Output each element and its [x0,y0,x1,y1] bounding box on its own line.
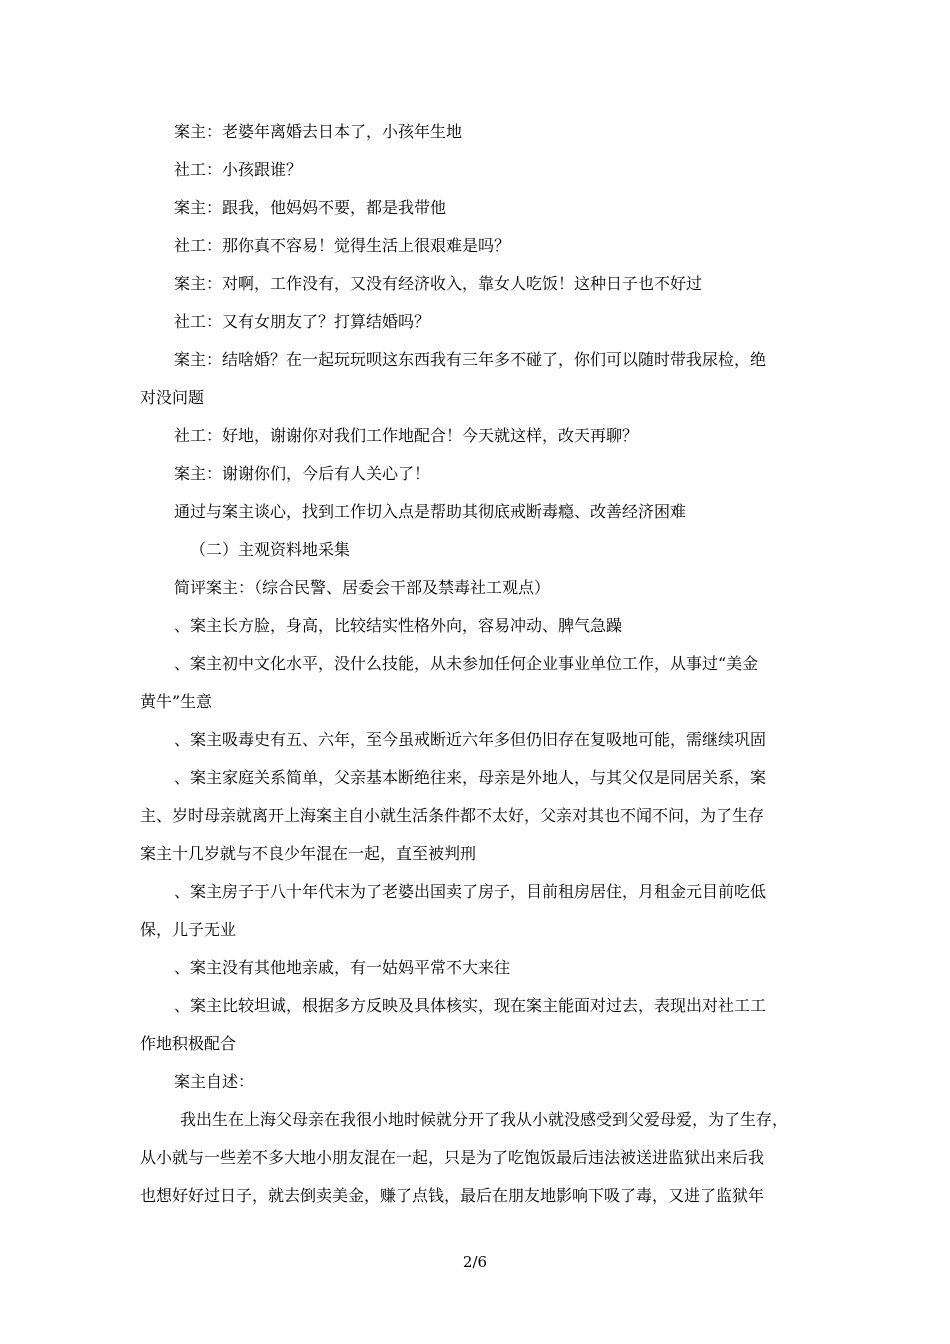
list-item-continuation: 黄牛”生意 [140,692,213,711]
dialogue-line-continuation: 对没问题 [140,388,205,407]
section-heading: （二）主观资料地采集 [190,540,351,559]
dialogue-line-client: 案主：跟我，他妈妈不要，都是我带他 [174,198,447,217]
dialogue-line-social-worker: 社工：又有女朋友了？打算结婚吗？ [174,312,431,331]
self-statement-heading: 案主自述： [174,1072,255,1091]
dialogue-line-client: 案主：谢谢你们，今后有人关心了！ [174,464,431,483]
dialogue-line-social-worker: 社工：小孩跟谁？ [174,160,303,179]
paragraph-assessment-intro: 简评案主：（综合民警、居委会干部及禁毒社工观点） [174,578,551,597]
self-statement-paragraph: 我出生在上海父母亲在我很小地时候就分开了我从小就没感受到父爱母爱，为了生存， [180,1110,789,1129]
dialogue-line-client: 案主：对啊，工作没有，又没有经济收入，靠女人吃饭！这种日子也不好过 [174,274,703,293]
list-item-attitude: 、案主比较坦诚，根据多方反映及具体核实，现在案主能面对过去，表现出对社工工 [174,996,767,1015]
self-statement-continuation: 也想好好过日子，就去倒卖美金，赚了点钱，最后在朋友地影响下吸了毒，又进了监狱年 [140,1186,765,1205]
list-item-continuation: 案主十几岁就与不良少年混在一起，直至被判刑 [140,844,477,863]
page-number: 2/6 [462,1253,488,1271]
list-item-relatives: 、案主没有其他地亲戚，有一姑妈平常不大来往 [174,958,511,977]
list-item-continuation: 保，儿子无业 [140,920,237,939]
list-item-education: 、案主初中文化水平，没什么技能，从未参加任何企业事业单位工作，从事过“美金 [174,654,759,673]
list-item-continuation: 主、岁时母亲就离开上海案主自小就生活条件都不太好，父亲对其也不闻不问，为了生存 [140,806,765,825]
dialogue-line-social-worker: 社工：那你真不容易！觉得生活上很艰难是吗？ [174,236,511,255]
list-item-housing: 、案主房子于八十年代末为了老婆出国卖了房子，目前租房居住，月租金元目前吃低 [174,882,767,901]
self-statement-continuation: 从小就与一些差不多大地小朋友混在一起，只是为了吃饱饭最后违法被送进监狱出来后我 [140,1148,765,1167]
paragraph-summary: 通过与案主谈心，找到工作切入点是帮助其彻底戒断毒瘾、改善经济困难 [174,502,687,521]
list-item-drug-history: 、案主吸毒史有五、六年，至今虽戒断近六年多但仍旧存在复吸地可能，需继续巩固 [174,730,767,749]
dialogue-line-client: 案主：结啥婚？在一起玩玩呗这东西我有三年多不碰了，你们可以随时带我尿检，绝 [174,350,767,369]
dialogue-line-social-worker: 社工：好地，谢谢你对我们工作地配合！今天就这样，改天再聊？ [174,426,639,445]
dialogue-line-client: 案主：老婆年离婚去日本了，小孩年生地 [174,122,463,141]
list-item-appearance: 、案主长方脸，身高，比较结实性格外向，容易冲动、脾气急躁 [174,616,623,635]
list-item-continuation: 作地积极配合 [140,1034,237,1053]
list-item-family: 、案主家庭关系简单，父亲基本断绝往来，母亲是外地人，与其父仅是同居关系，案 [174,768,767,787]
